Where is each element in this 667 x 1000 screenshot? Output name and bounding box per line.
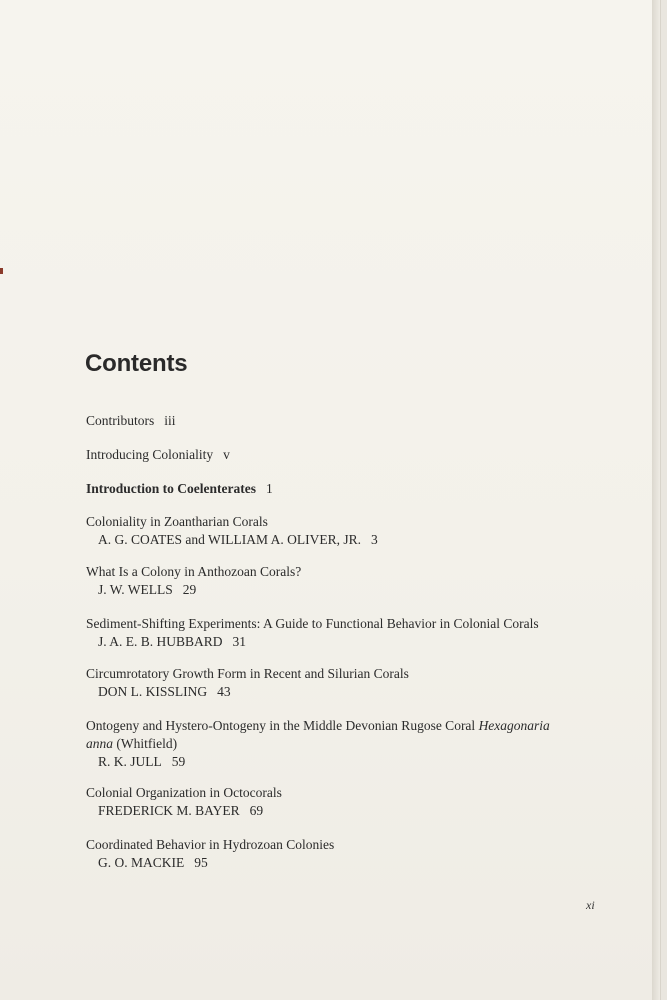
toc-entry-sediment-shifting <box>86 615 539 651</box>
entry-author-line <box>86 633 539 651</box>
entry-author: J. W. WELLS <box>98 582 173 597</box>
entry-page: 29 <box>182 582 197 597</box>
entry-author: R. K. JULL <box>98 754 162 769</box>
entry-author-line <box>86 581 301 599</box>
contents-heading: Contents <box>85 350 188 377</box>
toc-entry-hydrozoan <box>86 836 334 872</box>
entry-author: A. G. COATES and WILLIAM A. OLIVER, JR. <box>98 532 361 547</box>
entry-title-part2: (Whitfield) <box>116 736 178 751</box>
toc-entry-introduction-coelenterates <box>86 480 273 498</box>
entry-page: 59 <box>171 754 186 769</box>
entry-author-line <box>86 683 409 701</box>
toc-entry-zoantharian-corals <box>86 513 378 549</box>
entry-title: Coordinated Behavior in Hydrozoan Colonies <box>86 837 335 852</box>
entry-page: 1 <box>265 481 273 496</box>
page-edge <box>652 0 660 1000</box>
entry-author-line <box>86 531 378 549</box>
entry-title-line2 <box>86 735 550 753</box>
entry-title: Introduction to Coelenterates <box>86 481 256 496</box>
entry-author: FREDERICK M. BAYER <box>98 803 240 818</box>
entry-page: 43 <box>217 684 231 699</box>
entry-page: 31 <box>232 634 247 649</box>
spine-mark <box>0 268 3 274</box>
entry-title: Coloniality in Zoantharian Corals <box>86 514 268 529</box>
toc-entry-circumrotatory <box>86 665 409 701</box>
entry-title-italic: Hexagonaria <box>478 718 550 733</box>
entry-title: Sediment-Shifting Experiments: A Guide to Functional Behavior in Colonial Corals <box>86 616 539 631</box>
entry-author: DON L. KISSLING <box>98 684 208 699</box>
toc-entry-anthozoan-colony <box>86 563 301 599</box>
entry-title: Colonial Organization in Octocorals <box>86 785 282 800</box>
entry-title-part1: Ontogeny and Hystero-Ontogeny in the Middle Devonian Rugose Coral <box>86 718 476 733</box>
page-number: xi <box>586 898 595 912</box>
entry-title-italic: anna <box>86 736 113 751</box>
entry-author-line <box>86 753 550 771</box>
entry-title: Circumrotatory Growth Form in Recent and Silurian Corals <box>86 666 409 681</box>
entry-title: Contributors <box>86 413 155 428</box>
entry-author-line <box>86 802 282 820</box>
entry-page: iii <box>164 413 176 428</box>
toc-entry-ontogeny <box>86 717 550 771</box>
entry-author-line <box>86 854 334 872</box>
entry-author: J. A. E. B. HUBBARD <box>98 634 223 649</box>
entry-page: 95 <box>194 855 208 870</box>
entry-title: What Is a Colony in Anthozoan Corals? <box>86 564 302 579</box>
entry-page: 69 <box>249 803 264 818</box>
entry-page: v <box>223 447 230 462</box>
entry-page: 3 <box>371 532 378 547</box>
toc-entry-contributors <box>86 412 176 430</box>
toc-entry-introducing-coloniality <box>86 446 230 464</box>
entry-author: G. O. MACKIE <box>98 855 185 870</box>
toc-entry-octocorals <box>86 784 282 820</box>
entry-title: Introducing Coloniality <box>86 447 214 462</box>
